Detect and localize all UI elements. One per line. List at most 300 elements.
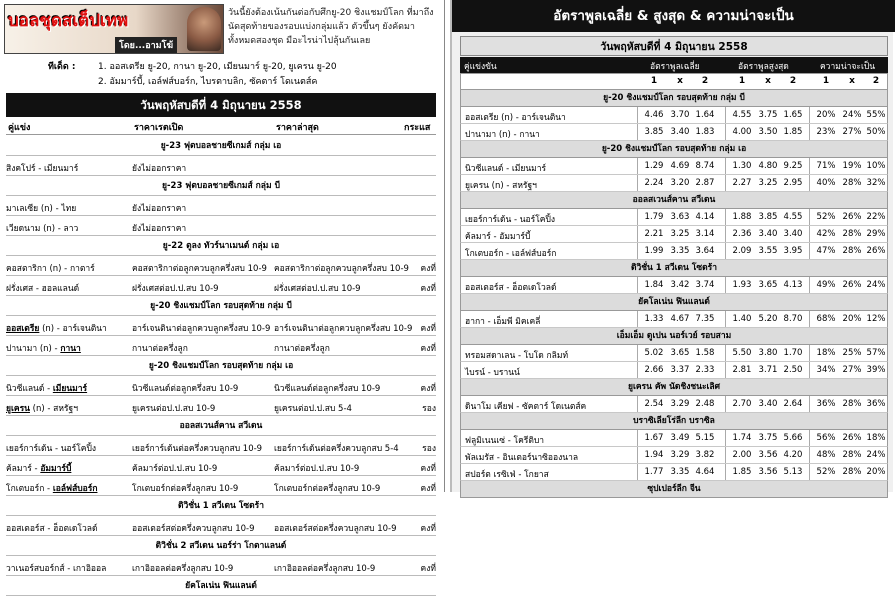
max-away: 9.25 <box>783 161 803 171</box>
sub-1: 1 <box>822 76 830 86</box>
odds-row <box>460 362 888 379</box>
max-draw: 3.65 <box>758 280 778 290</box>
max-home: 1.93 <box>732 280 752 290</box>
prob-home: 36% <box>816 399 836 409</box>
prob-draw: 27% <box>842 127 862 137</box>
tips-line-2: 2. อัมมาร์บี้, เอล์ฟส์บอร์ก, ไบรตาบลิก, ซัคตาร์ โดเนตส์ค <box>98 77 318 87</box>
column-divider <box>809 362 810 378</box>
column-divider <box>637 226 638 242</box>
column-divider <box>725 362 726 378</box>
max-home: 1.74 <box>732 433 752 443</box>
prob-home: 18% <box>816 348 836 358</box>
prob-home: 52% <box>816 212 836 222</box>
trend: คงที่ <box>420 564 436 574</box>
column-logo <box>4 4 224 54</box>
max-away: 2.64 <box>783 399 803 409</box>
league-name: ยู-20 ชิงแชมป์โลก รอบสุดท้าย กลุ่ม บี <box>150 301 292 311</box>
league-header <box>6 296 436 316</box>
league-header <box>460 260 888 277</box>
match-name: เยอร์การ์เด้น - นอร์โคปิ้ง <box>465 215 556 225</box>
max-home: 2.00 <box>732 450 752 460</box>
max-draw: 3.40 <box>758 399 778 409</box>
prob-home: 47% <box>816 246 836 256</box>
sub-2: 2 <box>789 76 797 86</box>
prob-draw: 28% <box>842 246 862 256</box>
column-divider <box>637 209 638 225</box>
avg-away: 5.15 <box>695 433 715 443</box>
league-name: ยูเครน คัพ นัดชิงชนะเลิศ <box>627 382 721 392</box>
odds-row <box>460 430 888 447</box>
avg-draw: 3.40 <box>670 127 690 137</box>
prob-away: 32% <box>866 178 886 188</box>
max-away: 5.13 <box>783 467 803 477</box>
match-name: โกเตบอร์ก - เอล์ฟส์บอร์ก <box>465 249 557 259</box>
column-divider <box>725 124 726 140</box>
prob-draw: 26% <box>842 212 862 222</box>
left-date-title: วันพฤหัสบดีที่ 4 มิถุนายน 2558 <box>6 93 436 117</box>
column-divider <box>725 311 726 327</box>
left-tips-panel <box>0 0 445 591</box>
match-name: คอสตาริกา (n) - กาตาร์ <box>6 264 95 274</box>
match-name: ค้ลมาร์ - อัมมาร์บี้ <box>6 464 72 474</box>
avg-home: 1.29 <box>644 161 664 171</box>
column-divider <box>809 464 810 480</box>
column-divider <box>809 175 810 191</box>
author-photo <box>187 7 221 51</box>
column-divider <box>637 311 638 327</box>
column-divider <box>637 430 638 446</box>
sub-2: 2 <box>701 76 709 86</box>
prob-away: 20% <box>866 467 886 477</box>
highlighted-team: เอล์ฟส์บอร์ก <box>52 484 98 494</box>
prob-home: 40% <box>816 178 836 188</box>
league-name: เอ็มเอ็ม ดูเปน นอร์เวย์ รอบสาม <box>616 331 732 341</box>
prob-away: 12% <box>866 314 886 324</box>
max-away: 1.65 <box>783 110 803 120</box>
max-home: 1.85 <box>732 467 752 477</box>
max-away: 8.70 <box>783 314 803 324</box>
prob-draw: 25% <box>842 348 862 358</box>
max-away: 1.70 <box>783 348 803 358</box>
open-price: ยังไม่ออกราคา <box>132 164 187 174</box>
latest-price: กานาต่อครึ่งลูก <box>274 344 330 354</box>
prob-away: 22% <box>866 212 886 222</box>
odds-header <box>460 57 888 73</box>
avg-away: 4.14 <box>695 212 715 222</box>
league-header <box>460 413 888 430</box>
odds-row <box>460 107 888 124</box>
avg-home: 1.77 <box>644 467 664 477</box>
column-divider <box>809 396 810 412</box>
prob-home: 56% <box>816 433 836 443</box>
odds-row <box>460 311 888 328</box>
odds-row <box>460 226 888 243</box>
avg-draw: 3.37 <box>670 365 690 375</box>
avg-away: 2.33 <box>695 365 715 375</box>
odds-row <box>460 447 888 464</box>
avg-draw: 3.29 <box>670 399 690 409</box>
avg-home: 2.66 <box>644 365 664 375</box>
max-home: 4.55 <box>732 110 752 120</box>
prob-draw: 27% <box>842 365 862 375</box>
column-divider <box>637 158 638 174</box>
avg-away: 7.35 <box>695 314 715 324</box>
tips-line-1: 1. ออสเตรีย ยู-20, กานา ยู-20, เมียนมาร์ ยู-20, ยูเครน ยู-20 <box>98 62 337 72</box>
league-name: ดิวิชั่น 1 สวีเดน โซดร้า <box>630 263 718 273</box>
prob-draw: 26% <box>842 280 862 290</box>
max-draw: 4.80 <box>758 161 778 171</box>
prob-draw: 24% <box>842 110 862 120</box>
avg-home: 2.21 <box>644 229 664 239</box>
odds-row <box>460 175 888 192</box>
avg-away: 1.64 <box>695 110 715 120</box>
latest-price: เยอร์การ์เด้นต่อครึ่งควบลูกสบ 5-4 <box>274 444 399 454</box>
prob-draw: 28% <box>842 399 862 409</box>
match-name: พัลเมรัส - อินเตอร์นาซิอองนาล <box>465 453 579 463</box>
prob-away: 57% <box>866 348 886 358</box>
prob-draw: 28% <box>842 467 862 477</box>
trend: คงที่ <box>420 264 436 274</box>
column-divider <box>637 345 638 361</box>
open-price: ออสเตอร์สต่อครึ่งควบลูกสบ 10-9 <box>132 524 255 534</box>
league-name: ยู-22 ตูลง ทัวร์นาเมนต์ กลุ่ม เอ <box>162 241 280 251</box>
highlighted-team: กานา <box>60 344 81 354</box>
column-divider <box>637 464 638 480</box>
league-name: ยัคโลเน่น ฟินแลนด์ <box>185 581 257 591</box>
max-away: 4.20 <box>783 450 803 460</box>
column-divider <box>637 447 638 463</box>
column-divider <box>637 277 638 293</box>
header-open-price: ราคาเรตเปิด <box>134 123 184 133</box>
match-name: ยูเครน (n) - สหรัฐฯ <box>6 404 78 414</box>
avg-home: 1.79 <box>644 212 664 222</box>
league-header <box>6 356 436 376</box>
max-draw: 3.56 <box>758 450 778 460</box>
sub-1: 1 <box>738 76 746 86</box>
match-name: ออสเตรีย (n) - อาร์เจนตินา <box>6 324 107 334</box>
league-header <box>6 416 436 436</box>
table-row <box>6 156 436 176</box>
odds-row <box>460 158 888 175</box>
league-header <box>460 379 888 396</box>
table-row <box>6 456 436 476</box>
match-name: ฮากา - เอ็มพี มิคเคลี่ <box>465 317 541 327</box>
logo-title: บอลชุดสเต็ปเทพ <box>8 11 129 31</box>
table-row <box>6 196 436 216</box>
prob-away: 39% <box>866 365 886 375</box>
league-header <box>460 192 888 209</box>
open-price: ค้ลมาร์ต่อป.ป.สบ 10-9 <box>132 464 218 474</box>
avg-draw: 3.35 <box>670 467 690 477</box>
prob-home: 49% <box>816 280 836 290</box>
latest-price: เกาอิออลต่อครึ่งลูกสบ 10-9 <box>274 564 376 574</box>
max-away: 5.66 <box>783 433 803 443</box>
column-divider <box>725 447 726 463</box>
column-divider <box>637 107 638 123</box>
prob-home: 42% <box>816 229 836 239</box>
prob-away: 36% <box>866 399 886 409</box>
avg-draw: 3.29 <box>670 450 690 460</box>
league-name: บราซิเลียโร่ลีก บราซิล <box>633 416 715 426</box>
open-price: คอสตาริกาต่อลูกควบลูกครึ่งสบ 10-9 <box>132 264 267 274</box>
sub-1: 1 <box>650 76 658 86</box>
avg-away: 8.74 <box>695 161 715 171</box>
column-divider <box>725 430 726 446</box>
prob-away: 50% <box>866 127 886 137</box>
header-prob: ความน่าจะเป็น <box>820 62 876 72</box>
column-divider <box>809 158 810 174</box>
header-match: คู่แข่ง <box>8 123 31 133</box>
match-name: ฝรั่งเศส - ฮอลแลนด์ <box>6 284 80 294</box>
league-header <box>6 576 436 596</box>
league-name: ยัคโลเน่น ฟินแลนด์ <box>638 297 710 307</box>
odds-row <box>460 209 888 226</box>
league-header <box>6 176 436 196</box>
column-divider <box>725 175 726 191</box>
odds-row <box>460 396 888 413</box>
league-header <box>460 90 888 107</box>
column-divider <box>725 345 726 361</box>
league-name: ออลสเวนส์คาน สวีเดน <box>632 195 716 205</box>
table-row <box>6 276 436 296</box>
match-name: สปอร์ต เรซิเฟ่ - โกยาส <box>465 470 549 480</box>
max-draw: 3.75 <box>758 110 778 120</box>
odds-row <box>460 243 888 260</box>
prob-home: 71% <box>816 161 836 171</box>
header-team: คู่แข่งขัน <box>464 62 497 72</box>
latest-price: นิวซีแลนด์ต่อลูกครึ่งสบ 10-9 <box>274 384 381 394</box>
max-home: 1.30 <box>732 161 752 171</box>
table-row <box>6 556 436 576</box>
odds-date: วันพฤหัสบดีที่ 4 มิถุนายน 2558 <box>460 36 888 56</box>
table-row <box>6 476 436 496</box>
column-divider <box>637 362 638 378</box>
match-name: นิวซีแลนด์ - เมียนมาร์ <box>6 384 88 394</box>
column-divider <box>809 243 810 259</box>
avg-home: 1.67 <box>644 433 664 443</box>
avg-draw: 3.25 <box>670 229 690 239</box>
prob-draw: 28% <box>842 229 862 239</box>
max-home: 2.36 <box>732 229 752 239</box>
max-away: 2.50 <box>783 365 803 375</box>
match-name: นิวซีแลนด์ - เมียนมาร์ <box>465 164 547 174</box>
avg-away: 3.64 <box>695 246 715 256</box>
match-name: ค้ลมาร์ - อัมมาร์บี้ <box>465 232 531 242</box>
prob-home: 48% <box>816 450 836 460</box>
max-home: 2.09 <box>732 246 752 256</box>
tips-label: ทีเด็ด : <box>48 62 76 72</box>
open-price: ฝรั่งเศสต่อป.ป.สบ 10-9 <box>132 284 219 294</box>
column-divider <box>809 226 810 242</box>
prob-away: 29% <box>866 229 886 239</box>
column-divider <box>725 158 726 174</box>
avg-away: 3.82 <box>695 450 715 460</box>
trend: คงที่ <box>420 524 436 534</box>
trend: คงที่ <box>420 344 436 354</box>
max-home: 1.40 <box>732 314 752 324</box>
open-price: ยูเครนต่อป.ป.สบ 10-9 <box>132 404 216 414</box>
highlighted-team: อัมมาร์บี้ <box>40 464 72 474</box>
latest-price: คอสตาริกาต่อลูกควบลูกครึ่งสบ 10-9 <box>274 264 409 274</box>
prob-draw: 28% <box>842 178 862 188</box>
table-row <box>6 256 436 276</box>
league-name: ดิวิชั่น 2 สวีเดน นอร์ร่า โกตาแลนด์ <box>155 541 287 551</box>
column-divider <box>809 430 810 446</box>
avg-home: 2.24 <box>644 178 664 188</box>
league-header <box>6 496 436 516</box>
odds-row <box>460 464 888 481</box>
avg-draw: 4.69 <box>670 161 690 171</box>
column-divider <box>809 345 810 361</box>
prob-away: 10% <box>866 161 886 171</box>
column-divider <box>809 277 810 293</box>
trend: คงที่ <box>420 484 436 494</box>
prob-away: 26% <box>866 246 886 256</box>
column-divider <box>809 447 810 463</box>
match-name: เวียดนาม (n) - ลาว <box>6 224 79 234</box>
column-divider <box>809 107 810 123</box>
avg-home: 1.99 <box>644 246 664 256</box>
league-name: ยู-20 ชิงแชมป์โลก รอบสุดท้าย กลุ่ม บี <box>603 93 745 103</box>
max-home: 5.50 <box>732 348 752 358</box>
sub-2: 2 <box>872 76 880 86</box>
avg-draw: 4.67 <box>670 314 690 324</box>
prob-away: 24% <box>866 280 886 290</box>
prob-draw: 26% <box>842 433 862 443</box>
latest-price: โกเตบอร์กต่อครึ่งลูกสบ 10-9 <box>274 484 381 494</box>
trend: คงที่ <box>420 464 436 474</box>
league-name: ยู-20 ชิงแชมป์โลก รอบสุดท้าย กลุ่ม เอ <box>148 361 294 371</box>
column-divider <box>809 311 810 327</box>
max-home: 1.88 <box>732 212 752 222</box>
open-price: ยังไม่ออกราคา <box>132 204 187 214</box>
match-name: มาเลเซีย (n) - ไทย <box>6 204 77 214</box>
max-draw: 3.80 <box>758 348 778 358</box>
column-divider <box>725 209 726 225</box>
max-draw: 3.25 <box>758 178 778 188</box>
column-divider <box>637 175 638 191</box>
match-name: สิงคโปร์ - เมียนมาร์ <box>6 164 79 174</box>
avg-home: 1.94 <box>644 450 664 460</box>
league-name: ยู-23 ฟุตบอลชายซีเกมส์ กลุ่ม บี <box>162 181 280 191</box>
max-draw: 3.71 <box>758 365 778 375</box>
max-away: 4.55 <box>783 212 803 222</box>
trend: คงที่ <box>420 284 436 294</box>
column-divider <box>809 124 810 140</box>
sub-x: x <box>765 76 771 86</box>
match-name: ไบรน์ - บรานน์ <box>465 368 520 378</box>
prob-home: 20% <box>816 110 836 120</box>
avg-draw: 3.65 <box>670 348 690 358</box>
column-divider <box>725 107 726 123</box>
header-avg: อัตราพูลเฉลี่ย <box>650 62 700 72</box>
latest-price: ค้ลมาร์ต่อป.ป.สบ 10-9 <box>274 464 360 474</box>
prob-draw: 19% <box>842 161 862 171</box>
max-draw: 3.40 <box>758 229 778 239</box>
column-divider <box>809 209 810 225</box>
right-odds-panel <box>450 0 893 492</box>
league-name: ออลสเวนส์คาน สวีเดน <box>179 421 263 431</box>
match-name: ออสเตรีย (n) - อาร์เจนตินา <box>465 113 566 123</box>
column-divider <box>725 226 726 242</box>
avg-away: 2.48 <box>695 399 715 409</box>
avg-away: 4.64 <box>695 467 715 477</box>
match-name: เยอร์การ์เด้น - นอร์โคปิ้ง <box>6 444 97 454</box>
avg-home: 4.46 <box>644 110 664 120</box>
prob-home: 68% <box>816 314 836 324</box>
trend: รอง <box>422 444 436 454</box>
league-name: ยู-20 ชิงแชมป์โลก รอบสุดท้าย กลุ่ม เอ <box>601 144 747 154</box>
max-draw: 3.50 <box>758 127 778 137</box>
league-header <box>460 141 888 158</box>
prob-away: 24% <box>866 450 886 460</box>
table-row <box>6 436 436 456</box>
max-draw: 3.85 <box>758 212 778 222</box>
prob-home: 23% <box>816 127 836 137</box>
max-draw: 3.56 <box>758 467 778 477</box>
match-name: โกเตบอร์ก - เอล์ฟส์บอร์ก <box>6 484 98 494</box>
match-name: ออสเตอร์ส - ฮ็อตเดโวลด์ <box>6 524 98 534</box>
league-name: ซุปเปอร์ลีก จีน <box>647 484 701 494</box>
avg-draw: 3.20 <box>670 178 690 188</box>
table-row <box>6 516 436 536</box>
column-divider <box>637 243 638 259</box>
trend: รอง <box>422 404 436 414</box>
avg-draw: 3.70 <box>670 110 690 120</box>
avg-draw: 3.63 <box>670 212 690 222</box>
league-header <box>6 536 436 556</box>
prob-away: 55% <box>866 110 886 120</box>
max-draw: 5.20 <box>758 314 778 324</box>
trend: คงที่ <box>420 324 436 334</box>
odds-row <box>460 345 888 362</box>
avg-away: 1.58 <box>695 348 715 358</box>
avg-draw: 3.49 <box>670 433 690 443</box>
match-name: ฟลูมิเนนเซ่ - โครีติบา <box>465 436 545 446</box>
column-divider <box>637 396 638 412</box>
match-name: ปานามา (n) - กานา <box>6 344 81 354</box>
league-header <box>460 481 888 498</box>
league-header <box>6 136 436 156</box>
open-price: เกาอิออลต่อครึ่งลูกสบ 10-9 <box>132 564 234 574</box>
prob-draw: 28% <box>842 450 862 460</box>
max-away: 4.13 <box>783 280 803 290</box>
column-divider <box>725 464 726 480</box>
max-home: 4.00 <box>732 127 752 137</box>
avg-away: 3.74 <box>695 280 715 290</box>
league-name: ยู-23 ฟุตบอลชายซีเกมส์ กลุ่ม เอ <box>160 141 282 151</box>
table-row <box>6 216 436 236</box>
open-price: เยอร์การ์เด้นต่อครึ่งควบลูกสบ 10-9 <box>132 444 263 454</box>
sub-x: x <box>849 76 855 86</box>
odds-title: อัตราพูลเฉลี่ย & สูงสุด & ความน่าจะเป็น <box>452 0 895 32</box>
match-name: ดินาโม เคียฟ - ซัคตาร์ โดเนตส์ค <box>465 402 587 412</box>
highlighted-team: ออสเตรีย <box>6 324 40 334</box>
avg-away: 3.14 <box>695 229 715 239</box>
left-table-body <box>6 136 436 596</box>
avg-home: 3.85 <box>644 127 664 137</box>
open-price: อาร์เจนตินาต่อลูกควบลูกครึ่งสบ 10-9 <box>132 324 271 334</box>
match-name: ทรอมสดาเลน - โบโด กลิมท์ <box>465 351 569 361</box>
match-name: ออสเตอร์ส - ฮ็อตเดโวลด์ <box>465 283 557 293</box>
avg-draw: 3.35 <box>670 246 690 256</box>
column-divider <box>637 124 638 140</box>
match-name: ยูเครน (n) - สหรัฐฯ <box>465 181 537 191</box>
avg-home: 1.33 <box>644 314 664 324</box>
max-home: 2.27 <box>732 178 752 188</box>
latest-price: ฝรั่งเศสต่อป.ป.สบ 10-9 <box>274 284 361 294</box>
avg-draw: 3.42 <box>670 280 690 290</box>
